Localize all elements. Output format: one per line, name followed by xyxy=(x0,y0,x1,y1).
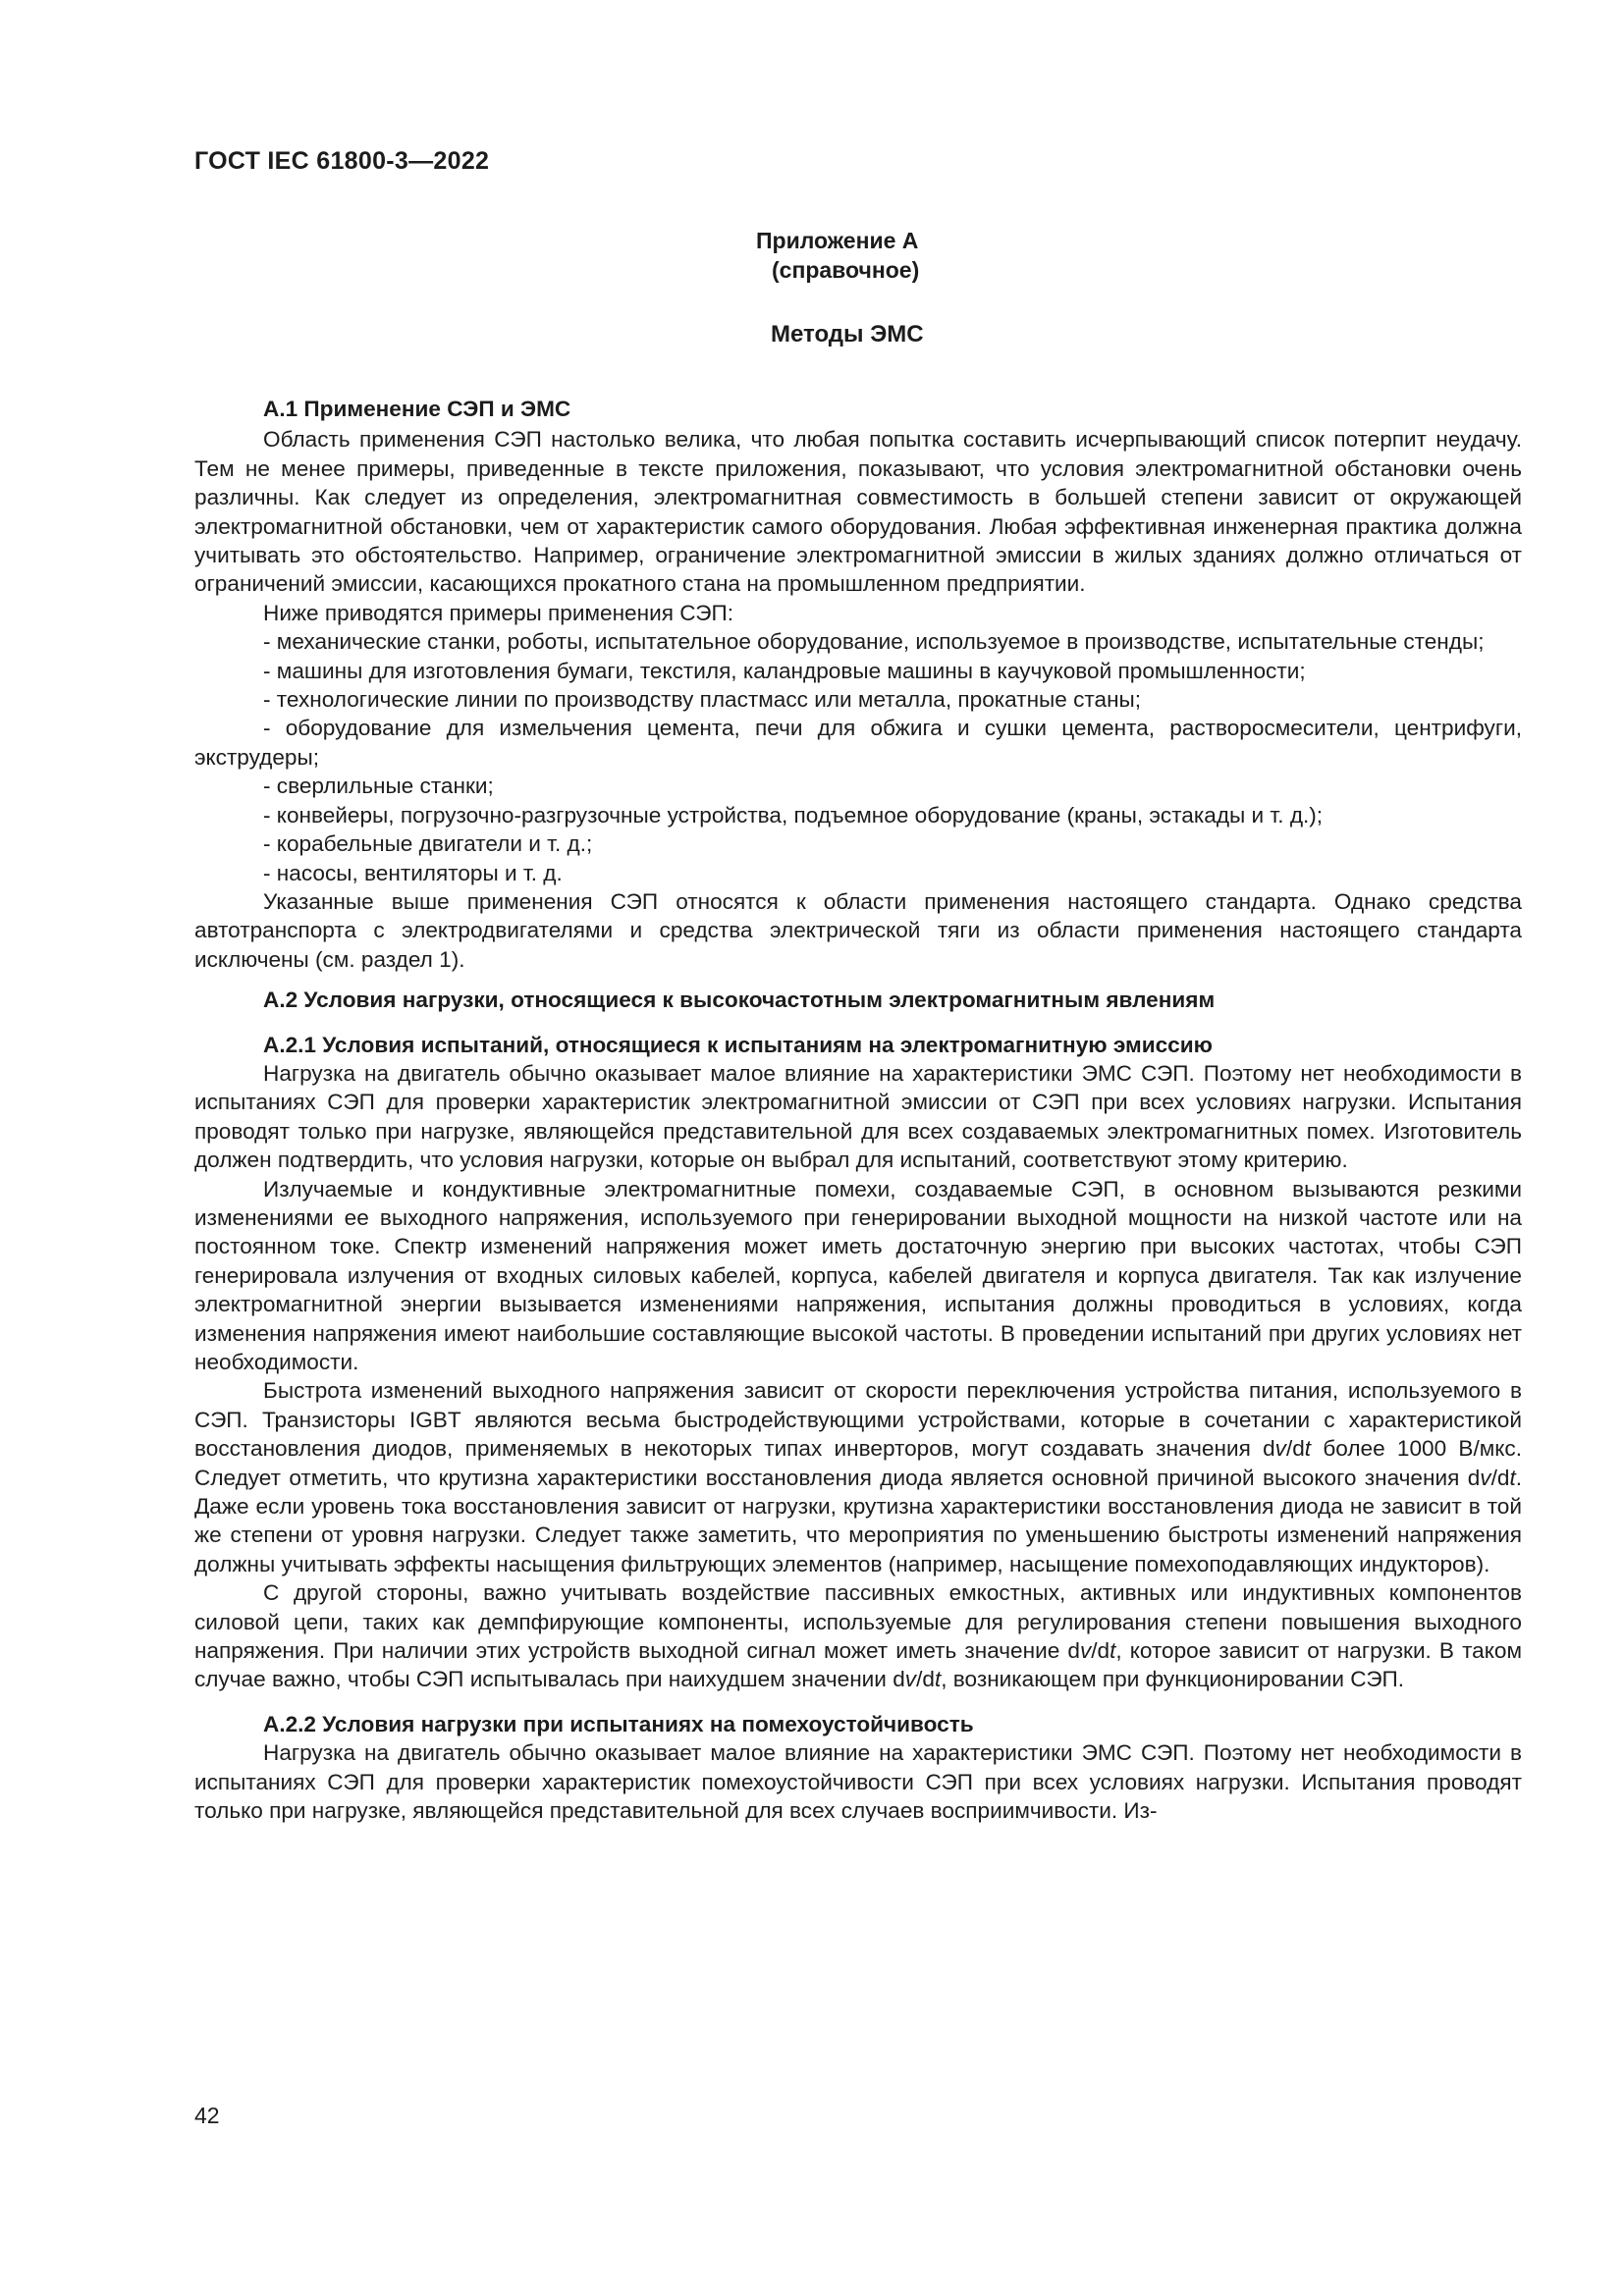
list-item: - корабельные двигатели и т. д.; xyxy=(263,831,593,857)
annex-title: Приложение А xyxy=(756,228,919,253)
list-item: - сверлильные станки; xyxy=(263,774,494,799)
document-body xyxy=(194,395,1522,1826)
list-item: - насосы, вентиляторы и т. д. xyxy=(263,860,563,885)
formula-dvdt: dv/dt xyxy=(893,1667,942,1692)
text-run: . Даже если уровень тока восстановления зависит от нагрузки, крутизна характеристики восстановления диода не зависит в той же степени от уровня нагрузки. Следует также заметить, что мероприятия по уменьшению быстроты изменений напряжения должны учитывать эффекты насыщения фильтрующих элементов (например, насыщение помехоподавляющих индукторов). xyxy=(194,1465,1522,1576)
paragraph: Указанные выше применения СЭП относятся к области применения настоящего стандарта. Однако средства автотранспорта с электродвигателями и средства электрической тяги из области применения настоящего стандарта исключены (см. раздел 1). xyxy=(194,888,1522,972)
formula-dvdt: dv/dt xyxy=(1467,1465,1516,1490)
paragraph xyxy=(194,1376,1522,1578)
paragraph: Излучаемые и кондуктивные электромагнитные помехи, создаваемые СЭП, в основном вызываются резкими изменениями ее выходного напряжения, используемого при генерировании выходной мощности на низкой частоте или на постоянном токе. Спектр изменений напряжения может иметь достаточную энергию при высоких частотах, чтобы СЭП генерировала излучения от входных силовых кабелей, корпуса, кабелей двигателя и корпуса двигателя. Так как излучение электромагнитной энергии вызывается изменениями напряжения, испытания должны проводиться в условиях, когда изменения напряжения имеют наибольшие составляющие высокой частоты. В проведении испытаний при других условиях нет необходимости. xyxy=(194,1176,1522,1374)
subsection-heading-a21: А.2.1 Условия испытаний, относящиеся к испытаниям на электромагнитную эмиссию xyxy=(263,1032,1213,1057)
text-run: , которое зависит от нагрузки. В таком случае важно, чтобы СЭП испытывалась при наихудшем значении xyxy=(194,1638,1522,1692)
paragraph: Ниже приводятся примеры применения СЭП: xyxy=(263,600,734,625)
formula-dvdt: dv/dt xyxy=(1263,1436,1312,1462)
annex-name: Методы ЭМС xyxy=(771,321,924,347)
paragraph: Область применения СЭП настолько велика, что любая попытка составить исчерпывающий список потерпит неудачу. Тем не менее примеры, приведенные в тексте приложения, показывают, что условия электромагнитной обстановки очень различны. Как следует из определения, электромагнитная совместимость в большей степени зависит от окружающей электромагнитной обстановки, чем от характеристик самого оборудования. Любая эффективная инженерная практика должна учитывать это обстоятельство. Например, ограничение электромагнитной эмиссии в жилых зданиях должно отличаться от ограничений эмиссии, касающихся прокатного стана на промышленном предприятии. xyxy=(194,427,1522,597)
list-item: - конвейеры, погрузочно-разгрузочные устройства, подъемное оборудование (краны, эстакады и т. д.); xyxy=(263,802,1324,828)
list-item: - машины для изготовления бумаги, текстиля, каландровые машины в каучуковой промышленности; xyxy=(263,658,1306,683)
section-heading-a1: А.1 Применение СЭП и ЭМС xyxy=(263,397,571,421)
annex-kind: (справочное) xyxy=(772,257,920,283)
list-item: - механические станки, роботы, испытательное оборудование, используемое в производстве, испытательные стенды; xyxy=(263,629,1485,655)
text-run: Быстрота изменений выходного напряжения зависит от скорости переключения устройства питания, используемого в СЭП. Транзисторы IGBT являются весьма быстродействующими устройствами, которые в сочетании с характеристикой восстановления диодов, применяемых в некоторых типах инверторов, могут создавать значения xyxy=(194,1378,1522,1462)
text-run: более 1000 В/мкс. Следует отметить, что крутизна характеристики восстановления диода является основной причиной высокого значения xyxy=(194,1436,1522,1490)
list-item: - технологические линии по производству пластмасс или металла, прокатные станы; xyxy=(263,687,1142,713)
formula-dvdt: dv/dt xyxy=(1067,1638,1116,1664)
list-item: - оборудование для измельчения цемента, печи для обжига и сушки цемента, растворосмесители, центрифуги, экструдеры; xyxy=(194,716,1522,770)
paragraph: Нагрузка на двигатель обычно оказывает малое влияние на характеристики ЭМС СЭП. Поэтому нет необходимости в испытаниях СЭП для проверки характеристик электромагнитной эмиссии от СЭП при всех условиях нагрузки. Испытания проводят только при нагрузке, являющейся представительной для всех создаваемых электромагнитных помех. Изготовитель должен подтвердить, что условия нагрузки, которые он выбрал для испытаний, соответствуют этому критерию. xyxy=(194,1060,1522,1173)
text-run: С другой стороны, важно учитывать воздействие пассивных емкостных, активных или индуктивных компонентов силовой цепи, таких как демпфирующие компоненты, используемые для регулирования степени повышения выходного напряжения. При наличии этих устройств выходной сигнал может иметь значение xyxy=(194,1580,1522,1664)
page-number: 42 xyxy=(194,2103,220,2128)
paragraph xyxy=(194,1578,1522,1694)
section-heading-a2: А.2 Условия нагрузки, относящиеся к высокочастотным электромагнитным явлениям xyxy=(263,988,1216,1013)
text-run: , возникающем при функционировании СЭП. xyxy=(941,1667,1405,1692)
standard-designation: ГОСТ IEC 61800-3—2022 xyxy=(194,147,490,175)
subsection-heading-a22: А.2.2 Условия нагрузки при испытаниях на помехоустойчивость xyxy=(263,1711,974,1736)
paragraph: Нагрузка на двигатель обычно оказывает малое влияние на характеристики ЭМС СЭП. Поэтому нет необходимости в испытаниях СЭП для проверки характеристик помехоустойчивости СЭП при всех условиях нагрузки. Испытания проводят только при нагрузке, являющейся представительной для всех случаев восприимчивости. Из- xyxy=(194,1740,1522,1824)
